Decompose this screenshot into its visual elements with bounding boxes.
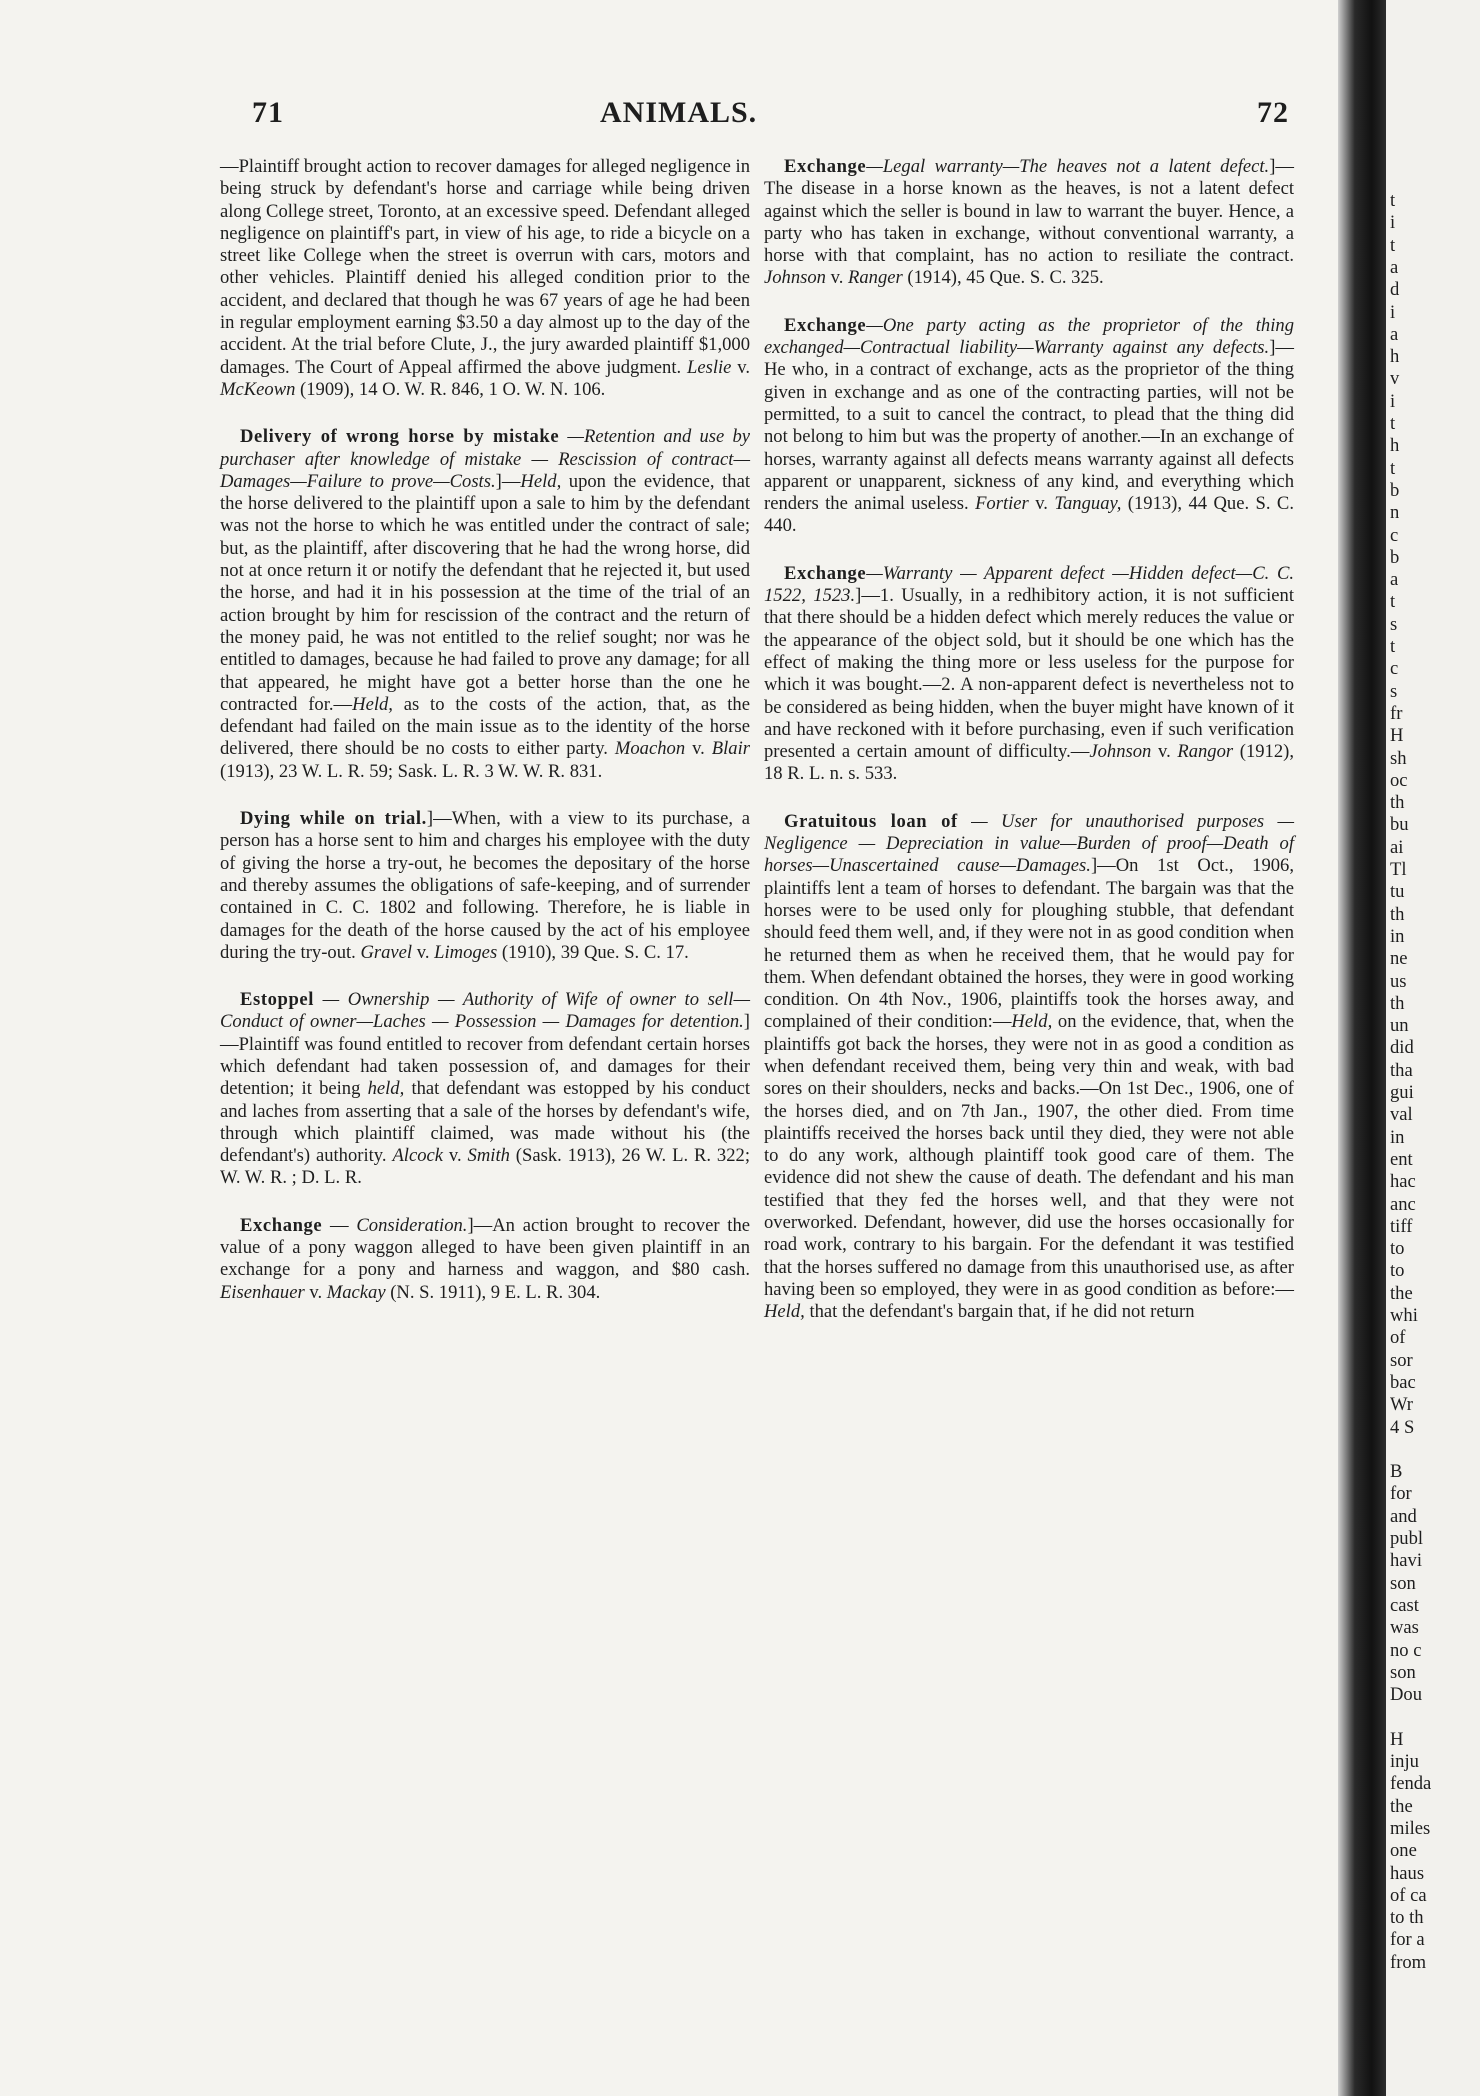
italic-text: Held, <box>1011 1011 1053 1033</box>
right-column <box>764 156 1294 1349</box>
entry-text: v. <box>825 267 849 289</box>
entry-text: v. <box>412 941 435 963</box>
entry-text: ]—1. Usually, in a redhibitory action, it is not sufficient that there should be a hidden defect which merely reduces the value or the appearance of the object sold, but it should be one which has the effect of making the thing more or less useless for the purpose for which it was bought.—2. A non-apparent defect is nevertheless not to be considered as being hidden, when the buyer might have known of it and have reckoned with it before purchasing, even if such verification presented a certain amount of difficulty.— <box>764 585 1294 763</box>
edge-fragment: haus <box>1390 1862 1425 1884</box>
italic-text: Eisenhauer <box>220 1281 305 1303</box>
italic-text: Held, <box>764 1301 805 1323</box>
italic-text: held, <box>367 1078 405 1100</box>
edge-fragment: b <box>1390 546 1400 568</box>
entry-text: (1909), 14 O. W. R. 846, 1 O. W. N. 106. <box>295 378 606 400</box>
entry-text: ]— <box>495 470 521 492</box>
italic-text: Fortier <box>975 493 1029 515</box>
entry-text: — <box>322 1214 357 1236</box>
edge-fragment: c <box>1390 658 1399 680</box>
right-page-number: 72 <box>1257 96 1289 129</box>
entry-heading: Exchange <box>784 156 867 177</box>
entry-paragraph <box>764 811 1294 1324</box>
edge-fragment: t <box>1390 413 1396 434</box>
edge-fragment: ai <box>1390 836 1404 858</box>
edge-fragment: i <box>1390 212 1396 234</box>
edge-fragment: i <box>1390 390 1396 412</box>
edge-fragment: t <box>1390 457 1396 479</box>
edge-fragment: b <box>1390 479 1400 501</box>
entry-text: v. <box>685 738 712 760</box>
edge-fragment: H <box>1390 725 1404 747</box>
edge-fragment: in <box>1390 1126 1405 1148</box>
edge-fragment: oc <box>1390 769 1408 791</box>
edge-fragment: miles <box>1390 1817 1431 1839</box>
entry-text: v. <box>443 1145 468 1167</box>
edge-fragment: havi <box>1390 1550 1423 1572</box>
entry-text: v. <box>1151 741 1178 763</box>
entry-text: —Plaintiff brought action to recover damages for alleged negligence in being struck by defendant's horse and carriage while being driven along College street, Toronto, at an excessive speed. Defendant alleged negligence on plaintiff's part, in view of his age, to ride a bicycle on a street like College when the street is overrun with cars, motors and other vehicles. Plaintiff denied his alleged condition prior to the accident, and declared that though he was 67 years of age he had been in regular employment earning $3.50 a day almost up to the day of the accident. At the trial before Clute, J., the jury awarded plaintiff $1,000 damages. The Court of Appeal affirmed the above judgment. <box>220 156 750 378</box>
edge-fragment: tu <box>1390 881 1405 903</box>
edge-fragment: th <box>1390 903 1405 925</box>
edge-fragment: sh <box>1390 747 1407 769</box>
italic-text: Johnson <box>764 267 826 289</box>
edge-fragment: a <box>1390 569 1399 591</box>
edge-fragment: fr <box>1390 702 1403 724</box>
edge-fragment: s <box>1390 680 1398 702</box>
italic-text: Tanguay, <box>1054 493 1122 515</box>
entry-text: v. <box>1028 493 1055 515</box>
adjacent-page-edge <box>1386 0 1480 2096</box>
left-page-number: 71 <box>252 96 284 129</box>
edge-fragment: d <box>1390 279 1400 301</box>
entry-text: (1910), 39 Que. S. C. 17. <box>497 941 689 963</box>
entry-text: (Sask. 1913), 26 W. L. R. 322; W. W. R. ; D. L. R. <box>220 1145 750 1189</box>
edge-fragment: sor <box>1390 1349 1413 1371</box>
italic-text: Smith <box>467 1145 510 1167</box>
running-title: ANIMALS. <box>600 96 758 129</box>
italic-text: —Warranty — Apparent defect —Hidden defect—C. C. 1522, 1523. <box>764 562 1294 607</box>
edge-fragment: c <box>1390 524 1399 546</box>
italic-text: Rangor <box>1177 741 1234 763</box>
edge-fragment: the <box>1390 1282 1413 1304</box>
edge-fragment: cast <box>1390 1594 1419 1616</box>
entry-paragraph <box>220 1215 750 1304</box>
edge-fragment: to <box>1390 1260 1405 1282</box>
entry-text: v. <box>731 356 750 378</box>
edge-fragment: for a <box>1390 1929 1425 1951</box>
italic-text: —One party acting as the proprietor of the thing exchanged—Contractual liability—Warranty against any defects. <box>764 314 1294 359</box>
edge-fragment: a <box>1390 256 1399 278</box>
edge-fragment: whi <box>1390 1305 1418 1326</box>
italic-text: Consideration. <box>356 1214 468 1236</box>
entry-paragraph <box>764 315 1294 538</box>
edge-fragment: of ca <box>1390 1884 1427 1906</box>
edge-fragment: one <box>1390 1840 1417 1862</box>
entry-heading: Exchange <box>240 1214 323 1236</box>
italic-text: Leslie <box>686 356 732 378</box>
edge-fragment: of <box>1390 1327 1406 1349</box>
edge-fragment: Tl <box>1390 859 1407 880</box>
italic-text: —Retention and use by purchaser after knowledge of mistake — Rescission of contract—Damages—Failure to prove—Costs. <box>220 426 751 492</box>
edge-fragment: to th <box>1390 1907 1424 1929</box>
entry-text: (N. S. 1911), 9 E. L. R. 304. <box>385 1281 601 1303</box>
italic-text: Limoges <box>434 941 498 963</box>
edge-fragment: t <box>1390 591 1396 613</box>
edge-fragment: tha <box>1390 1059 1413 1081</box>
entry-heading: Delivery of wrong horse by mistake <box>240 426 560 448</box>
entry-paragraph <box>220 989 750 1190</box>
entry-text: on the evidence, that, when the plaintiffs got back the horses, they were not in as good a condition as when defendant received them, being very thin and weak, with bad sores on their shoulders, necks and backs.—On 1st Dec., 1906, one of the horses died, and on 7th Jan., 1907, the other died. From time plaintiffs received the horses back until they died, they were not able to do any work, although plaintiff took good care of them. The evidence did not shew the cause of death. The defendant and his man testified that they fed the horses well, and that they were not overworked. Defendant, however, did use the horses occasionally for road work, contrary to his bargain. For the defendant it was testified that the horses suffered no damage from this unauthorised use, as after having been so employed, they were in as good condition as before:— <box>764 1011 1294 1300</box>
entry-paragraph <box>220 426 750 783</box>
edge-fragment: to <box>1390 1238 1405 1260</box>
edge-fragment: s <box>1390 613 1398 635</box>
edge-fragment: ne <box>1390 948 1408 970</box>
entry-heading: Estoppel <box>240 989 315 1011</box>
italic-text: Ranger <box>848 267 903 289</box>
edge-fragment: H <box>1390 1728 1404 1750</box>
entry-text: (1912), 18 R. L. n. s. 533. <box>764 741 1294 785</box>
entry-heading: Exchange <box>784 562 867 584</box>
book-binding-gutter <box>1338 0 1386 2096</box>
edge-fragment: hac <box>1390 1171 1416 1193</box>
edge-fragment: h <box>1390 435 1400 457</box>
edge-fragment: was <box>1390 1617 1419 1639</box>
edge-fragment: B <box>1390 1461 1403 1483</box>
entry-heading: Gratuitous loan of <box>784 810 958 832</box>
entry-text: (1914), 45 Que. S. C. 325. <box>902 267 1104 289</box>
italic-text: Alcock <box>392 1145 444 1167</box>
edge-fragment: inju <box>1390 1751 1419 1772</box>
italic-text: McKeown <box>220 378 296 400</box>
italic-text: — User for unauthorised purposes — Negligence — Depreciation in value—Burden of proof—Death of horses—Unascertained cause—Damages. <box>764 810 1294 877</box>
edge-fragment: anc <box>1390 1193 1416 1215</box>
entry-text: ]—On 1st Oct., 1906, plaintiffs lent a team of horses to defendant. The bargain was that the horses were to be used only for ploughing stubble, that defendant should feed them well, and, if they were not in as good condition when he returned them as when he received them, that he would pay for them. When defendant obtained the horses, they were in good working condition. On 4th Nov., 1906, plaintiffs took the horses away, and complained of their condition:— <box>764 855 1294 1033</box>
entry-text: that the defendant's bargain that, if he did not return <box>804 1301 1195 1323</box>
italic-text: Gravel <box>360 941 413 963</box>
edge-fragment: val <box>1390 1104 1413 1126</box>
entry-text: ]—Plaintiff was found entitled to recover from defendant certain horses which defendant had taken possession of, and damages for their detention; it being <box>220 1011 750 1100</box>
edge-fragment: 4 S <box>1390 1416 1415 1438</box>
edge-fragment: son <box>1390 1572 1416 1594</box>
italic-text: Held, <box>520 470 562 492</box>
edge-fragment: the <box>1390 1795 1413 1817</box>
entry-text: (1913), 44 Que. S. C. 440. <box>764 493 1294 537</box>
edge-fragment: v <box>1390 368 1400 390</box>
edge-fragment: Dou <box>1390 1684 1423 1706</box>
edge-fragment: t <box>1390 234 1396 256</box>
edge-fragment: publ <box>1390 1528 1424 1549</box>
edge-fragment: us <box>1390 970 1407 992</box>
italic-text: Moachon <box>614 738 686 760</box>
edge-fragment: un <box>1390 1015 1409 1037</box>
edge-fragment: a <box>1390 323 1399 345</box>
entry-text: ]—He who, in a contract of exchange, acts as the proprietor of the thing given in exchange and as one of the contracting parties, will not be permitted, to a suit to cancel the contract, to plead that the thing did not belong to him but was the property of another.—In an exchange of horses, warranty against all defects means warranty against all defects apparent or unapparent, sickness of any kind, and everything which renders the animal useless. <box>764 337 1294 515</box>
entry-paragraph <box>220 156 750 401</box>
edge-fragment: in <box>1390 925 1405 947</box>
entry-paragraph <box>764 563 1294 786</box>
edge-fragment: th <box>1390 792 1405 814</box>
edge-fragment: ent <box>1390 1148 1413 1170</box>
left-column <box>220 156 750 1329</box>
entry-text: that defendant was estopped by his conduct and laches from asserting that a sale of the horses by defendant's wife, through which plaintiff claimed, was made without his (the defendant's) authority. <box>220 1078 750 1167</box>
edge-fragment: no c <box>1390 1639 1422 1661</box>
edge-fragment: from <box>1390 1951 1427 1973</box>
edge-fragment: n <box>1390 502 1400 524</box>
edge-fragment: did <box>1390 1037 1414 1059</box>
edge-fragment: fenda <box>1390 1773 1432 1795</box>
entry-text: ]—An action brought to recover the value of a pony waggon alleged to have been given plaintiff in an exchange for a pony and harness and waggon, and $80 cash. <box>220 1214 750 1281</box>
italic-text: Blair <box>711 738 750 760</box>
italic-text: — Ownership — Authority of Wife of owner to sell—Conduct of owner—Laches — Possession — Damages for detention. <box>220 989 750 1033</box>
entry-heading: Dying while on trial. <box>240 808 427 830</box>
edge-fragment: t <box>1390 636 1396 657</box>
entry-text: ]—When, with a view to its purchase, a person has a horse sent to him and charges his employee with the duty of giving the horse a try-out, he becomes the depositary of the horse and thereby assumes the obligations of safe-keeping, and of surrender contained in C. C. 1802 and following. Therefore, he is liable in damages for the death of the horse caused by the act of his employee during the try-out. <box>220 808 750 963</box>
edge-fragment: gui <box>1390 1082 1414 1103</box>
edge-fragment: i <box>1390 301 1396 323</box>
edge-fragment: tiff <box>1390 1215 1413 1237</box>
edge-fragment: son <box>1390 1661 1416 1683</box>
entry-heading: Exchange <box>784 314 867 336</box>
entry-paragraph <box>764 156 1294 290</box>
entry-paragraph <box>220 808 750 964</box>
edge-fragment: th <box>1390 992 1405 1014</box>
edge-fragment: h <box>1390 346 1400 368</box>
entry-text: ]—The disease in a horse known as the heaves, is not a latent defect against which the seller is bound in law to warrant the buyer. Hence, a party who has taken in exchange, without conventional warranty, a horse with that complaint, has no action to resiliate the contract. <box>764 156 1294 267</box>
italic-text: Held, <box>352 693 393 715</box>
italic-text: Johnson <box>1089 741 1152 763</box>
edge-fragment: bu <box>1390 814 1409 836</box>
edge-fragment: t <box>1390 190 1396 211</box>
italic-text: —Legal warranty—The heaves not a latent defect. <box>866 156 1270 177</box>
edge-fragment: and <box>1390 1505 1417 1527</box>
edge-fragment: bac <box>1390 1371 1416 1393</box>
entry-text: upon the evidence, that the horse delivered to the plaintiff upon a sale to him by the defendant was not the horse to which he was entitled under the contract of sale; but, as the plaintiff, after discovering that he had the wrong horse, did not at once return it or notify the defendant that he rejected it, but used the horse, and had it in his possession at the time of the trial of an action brought by him for rescission of the contract and the return of the money paid, he was not entitled to the relief sought; nor was he entitled to damages, because he had failed to prove any damage; for all that appeared, he might have got a better horse than the one he contracted for.— <box>220 470 750 715</box>
entry-text: (1913), 23 W. L. R. 59; Sask. L. R. 3 W. W. R. 831. <box>220 760 603 782</box>
entry-text: as to the costs of the action, that, as the defendant had failed on the main issue as to the identity of the horse delivered, there should be no costs to either party. <box>220 693 750 760</box>
edge-fragment: Wr <box>1390 1394 1413 1416</box>
entry-text: v. <box>304 1281 327 1303</box>
edge-fragment: for <box>1390 1483 1412 1505</box>
italic-text: Mackay <box>326 1281 386 1303</box>
